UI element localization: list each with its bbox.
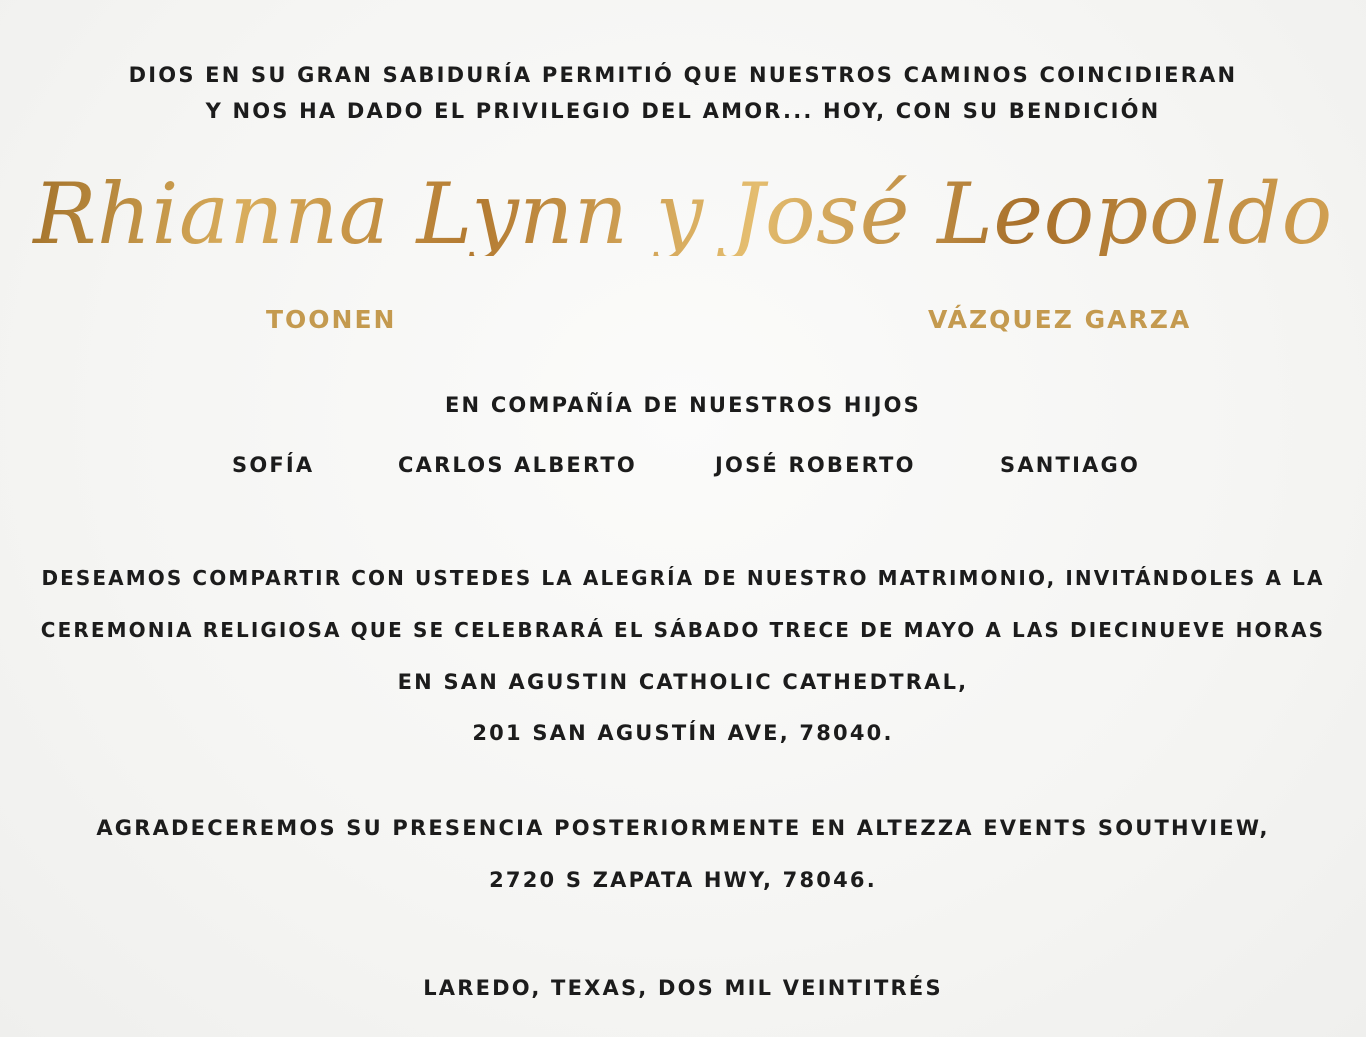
reception-line-2: 2720 S ZAPATA HWY, 78046. [489, 868, 877, 892]
ceremony-line-1: DESEAMOS COMPARTIR CON USTEDES LA ALEGRÍA DE NUESTRO MATRIMONIO, INVITÁNDOLES A LA [41, 566, 1325, 590]
bride-surname: TOONEN [266, 305, 397, 334]
reception-line-1: AGRADECEREMOS SU PRESENCIA POSTERIORMENTE EN ALTEZZA EVENTS SOUTHVIEW, [96, 816, 1270, 840]
intro-line-2: Y NOS HA DADO EL PRIVILEGIO DEL AMOR... HOY, CON SU BENDICIÓN [205, 99, 1161, 123]
child-name: CARLOS ALBERTO [398, 453, 637, 477]
child-name: SANTIAGO [1000, 453, 1141, 477]
child-name: JOSÉ ROBERTO [715, 453, 916, 477]
couple-names: Rhianna Lynn y José Leopoldo [0, 172, 1366, 256]
intro-line-1: DIOS EN SU GRAN SABIDURÍA PERMITIÓ QUE NUESTROS CAMINOS COINCIDIERAN [128, 63, 1238, 87]
child-name: SOFÍA [232, 453, 315, 477]
ceremony-line-3: EN SAN AGUSTIN CATHOLIC CATHEDTRAL, [397, 670, 969, 694]
groom-surname: VÁZQUEZ GARZA [928, 305, 1192, 334]
ceremony-line-2: CEREMONIA RELIGIOSA QUE SE CELEBRARÁ EL SÁBADO TRECE DE MAYO A LAS DIECINUEVE HORAS [40, 618, 1326, 642]
closing-place-date: LAREDO, TEXAS, DOS MIL VEINTITRÉS [423, 976, 943, 1000]
ceremony-line-4: 201 SAN AGUSTÍN AVE, 78040. [472, 721, 894, 745]
children-heading: EN COMPAÑÍA DE NUESTROS HIJOS [444, 393, 921, 417]
